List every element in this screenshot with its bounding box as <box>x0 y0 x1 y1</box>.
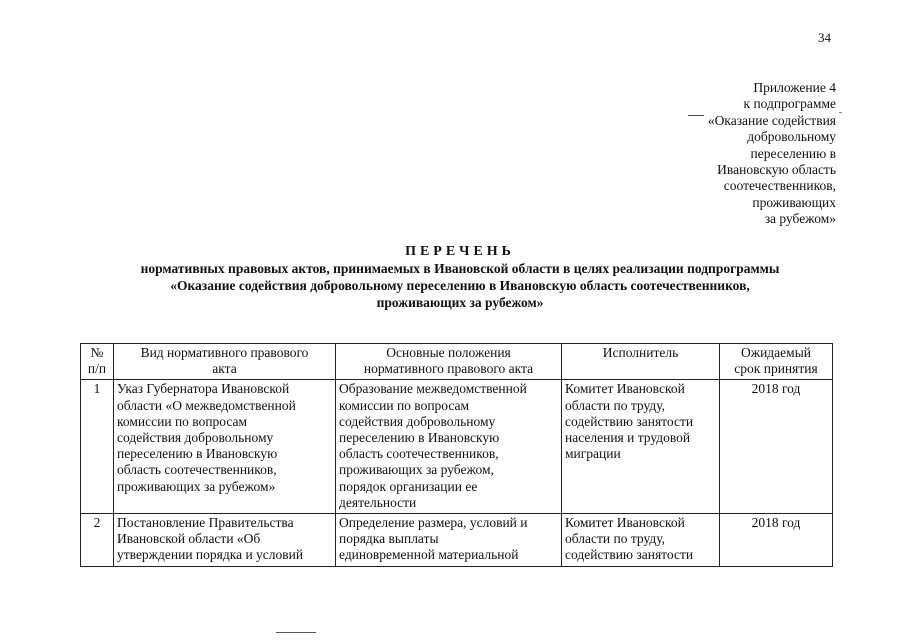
cell-line: содействия добровольному <box>117 430 274 446</box>
cell-line: содействию занятости <box>565 413 694 429</box>
provisions-cell <box>336 514 562 567</box>
appendix-line: добровольному <box>747 129 836 145</box>
cell-line: содействию занятости <box>565 547 694 563</box>
cell-line: Ивановской области «Об <box>117 531 261 547</box>
cell-line: миграции <box>565 446 621 462</box>
cell-line: деятельности <box>339 494 417 510</box>
document-title <box>60 243 860 311</box>
header-act-type <box>114 344 336 380</box>
title-line: нормативных правовых актов, принимаемых в Ивановской области в целях реализации подпрограммы <box>140 261 780 276</box>
scan-mark <box>688 115 704 116</box>
header-text: Ожидаемый <box>741 345 811 360</box>
appendix-line: проживающих <box>752 194 836 210</box>
cell-line: Комитет Ивановской <box>565 381 685 397</box>
cell-line: области по труду, <box>565 397 666 413</box>
cell-line: единовременной материальной <box>339 547 519 563</box>
appendix-line: соотечественников, <box>723 178 836 194</box>
appendix-reference <box>660 80 836 228</box>
cell-line: комиссии по вопросам <box>117 413 248 429</box>
cell-line: комиссии по вопросам <box>339 397 470 413</box>
cell-line: Указ Губернатора Ивановской <box>117 381 290 397</box>
page-number: 34 <box>818 30 831 45</box>
cell-line: Определение размера, условий и <box>339 515 528 531</box>
title-line: проживающих за рубежом» <box>376 295 544 310</box>
row-number: 2 <box>81 514 114 567</box>
cell-line: содействия добровольному <box>339 413 496 429</box>
table-header-row <box>81 344 833 380</box>
cell-line: области по труду, <box>565 531 666 547</box>
appendix-line: к подпрограмме <box>743 96 836 112</box>
appendix-line: Приложение 4 <box>753 80 836 95</box>
cell-line: порядка выплаты <box>339 531 439 547</box>
acts-table <box>80 343 833 567</box>
act-type-cell <box>114 380 336 514</box>
appendix-line: Ивановскую область <box>717 162 836 178</box>
cell-line: населения и трудовой <box>565 430 691 446</box>
cell-line: утверждении порядка и условий <box>117 547 304 563</box>
cell-line: Образование межведомственной <box>339 381 527 397</box>
cell-line: порядок организации ее <box>339 478 478 494</box>
header-text: срок принятия <box>734 361 818 377</box>
appendix-line: «Оказание содействия <box>707 112 836 128</box>
cell-line: области «О межведомственной <box>117 397 296 413</box>
row-number: 1 <box>81 380 114 514</box>
header-text: № <box>90 345 104 360</box>
deadline-cell: 2018 год <box>720 514 833 567</box>
header-number <box>81 344 114 380</box>
title-heading: ПЕРЕЧЕНЬ <box>405 244 515 259</box>
header-provisions <box>336 344 562 380</box>
executor-cell <box>562 380 720 514</box>
header-text: Исполнитель <box>602 345 679 360</box>
scan-mark <box>839 112 842 113</box>
table-row <box>81 380 833 514</box>
appendix-line: за рубежом» <box>764 211 836 227</box>
cell-line: проживающих за рубежом» <box>117 478 276 494</box>
deadline-cell: 2018 год <box>720 380 833 514</box>
cell-line: область соотечественников, <box>339 446 499 462</box>
title-line: «Оказание содействия добровольному переселению в Ивановскую область соотечественников, <box>170 278 750 293</box>
header-deadline <box>720 344 833 380</box>
appendix-line: переселению в <box>750 145 836 161</box>
header-text: нормативного правового акта <box>363 361 534 377</box>
cell-line: переселению в Ивановскую <box>339 430 500 446</box>
executor-cell <box>562 514 720 567</box>
table-row <box>81 514 833 567</box>
cell-line: область соотечественников, <box>117 462 277 478</box>
scan-mark <box>276 632 316 633</box>
cell-line: Постановление Правительства <box>117 515 294 531</box>
header-text: Основные положения <box>386 345 511 360</box>
header-text: акта <box>212 361 237 377</box>
provisions-cell <box>336 380 562 514</box>
header-text: Вид нормативного правового <box>140 345 309 360</box>
header-text: п/п <box>87 361 107 377</box>
cell-line: проживающих за рубежом, <box>339 462 494 478</box>
cell-line: Комитет Ивановской <box>565 515 685 531</box>
act-type-cell <box>114 514 336 567</box>
header-executor <box>562 344 720 380</box>
cell-line: переселению в Ивановскую <box>117 446 278 462</box>
